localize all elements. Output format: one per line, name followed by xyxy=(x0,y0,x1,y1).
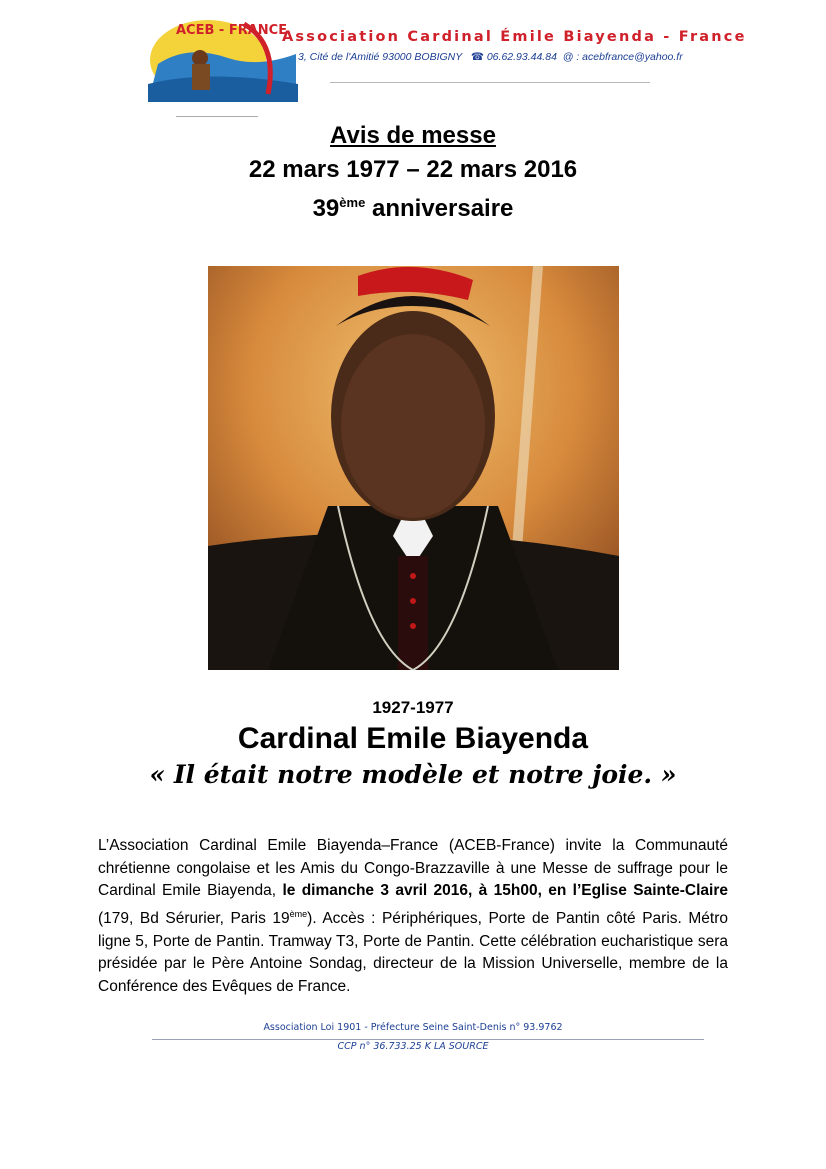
anniversary-line: 39ème anniversaire xyxy=(312,195,514,222)
footer-divider xyxy=(152,1039,704,1040)
organization-contact xyxy=(298,51,683,63)
cardinal-name: Cardinal Emile Biayenda xyxy=(237,722,589,755)
aceb-logo xyxy=(148,14,298,102)
address: 3, Cité de l'Amitié 93000 BOBIGNY xyxy=(298,51,463,63)
header-divider xyxy=(330,82,650,83)
svg-text:ACEB - FRANCE: ACEB - FRANCE xyxy=(176,23,288,38)
email: @ : acebfrance@yahoo.fr xyxy=(562,51,683,63)
footer-registration: Association Loi 1901 - Préfecture Seine Saint-Denis n° 93.9762 xyxy=(263,1022,563,1033)
date-range: 22 mars 1977 – 22 mars 2016 xyxy=(248,156,578,183)
cardinal-portrait-photo xyxy=(208,266,619,670)
title-block xyxy=(0,120,826,224)
notice-title: Avis de messe xyxy=(330,122,496,149)
footer-ccp: CCP n° 36.733.25 K LA SOURCE xyxy=(337,1041,489,1052)
logo-underline xyxy=(176,116,258,117)
quote: « Il était notre modèle et notre joie. » xyxy=(149,760,677,789)
event-datetime-location: le dimanche 3 avril 2016, à 15h00, en l’Eglise Sainte-Claire xyxy=(282,882,728,900)
phone-number: 06.62.93.44.84 xyxy=(486,51,557,63)
invitation-paragraph: L’Association Cardinal Emile Biayenda–France (ACEB-France) invite la Communauté chrétienne congolaise et les Amis du Congo-Brazzaville à une Messe de suffrage pour le Cardinal Emile Biayenda, le dimanche 3 avril 2016, à 15h00, en l’Eglise Sainte-Claire (179, Bd Sérurier, Paris 19ème). Accès : Périphériques, Porte de Pantin côté Paris. Métro ligne 5, Porte de Pantin. Tramway T3, Porte de Pantin. Cette célébration eucharistique sera présidée par le Père Antoine Sondag, directeur de la Mission Universelle, membre de la Conférence des Evêques de France. xyxy=(98,837,728,995)
organization-name: Association Cardinal Émile Biayenda - France xyxy=(282,29,747,45)
life-years: 1927-1977 xyxy=(372,698,454,717)
phone-icon: ☎ xyxy=(470,51,484,63)
